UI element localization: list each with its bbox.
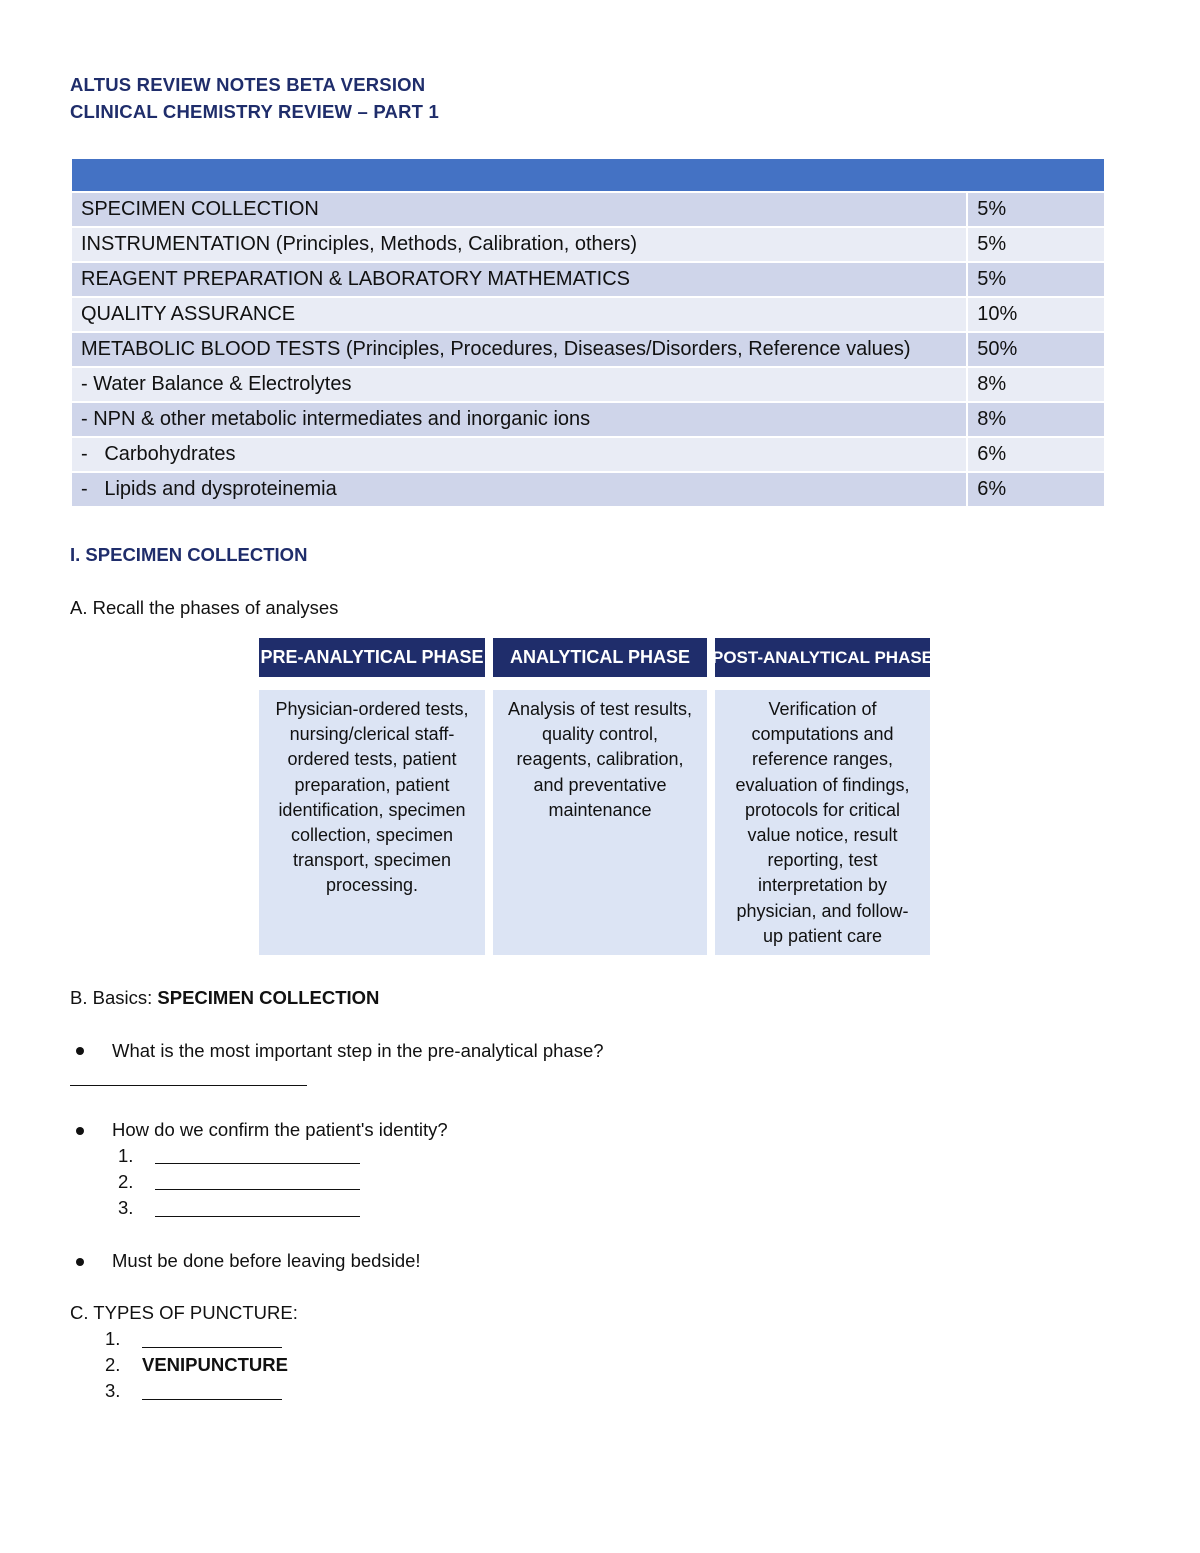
analytical-phase-header: ANALYTICAL PHASE bbox=[493, 638, 707, 677]
list-number: 3. bbox=[105, 1380, 121, 1401]
venipuncture-answer: VENIPUNCTURE bbox=[142, 1354, 288, 1375]
phase-line: reporting, test bbox=[767, 850, 878, 871]
phase-line: computations and bbox=[751, 724, 894, 745]
subsection-a-label: A. Recall the phases of analyses bbox=[70, 597, 339, 618]
phase-line: preparation, patient bbox=[294, 774, 450, 795]
percent-cell: 6% bbox=[968, 438, 1104, 471]
list-number: 3. bbox=[118, 1197, 134, 1218]
answer-blank[interactable] bbox=[142, 1399, 282, 1400]
pre-analytical-phase-description bbox=[259, 690, 485, 955]
phase-line: Verification of bbox=[768, 699, 877, 719]
topic-cell: - Carbohydrates bbox=[72, 438, 966, 471]
post-analytical-phase-header: POST-ANALYTICAL PHASE bbox=[715, 638, 930, 677]
percent-cell: 5% bbox=[968, 228, 1104, 261]
list-number: 2. bbox=[118, 1171, 134, 1192]
phase-line: physician, and follow- bbox=[736, 900, 909, 921]
answer-blank[interactable] bbox=[70, 1085, 307, 1086]
analytical-phase-description bbox=[493, 690, 707, 955]
percent-cell: 5% bbox=[968, 193, 1104, 226]
topic-cell: - Lipids and dysproteinemia bbox=[72, 473, 966, 506]
table-row bbox=[72, 298, 1104, 331]
phase-line: collection, specimen bbox=[290, 825, 454, 846]
bullet-icon bbox=[76, 1258, 84, 1266]
percent-cell: 6% bbox=[968, 473, 1104, 506]
phase-line: identification, specimen bbox=[278, 799, 466, 820]
table-row bbox=[72, 228, 1104, 261]
list-number: 1. bbox=[118, 1145, 134, 1166]
percent-cell: 10% bbox=[968, 298, 1104, 331]
phase-line: reference ranges, bbox=[751, 749, 894, 770]
bullet-icon bbox=[76, 1127, 84, 1135]
table-row bbox=[72, 368, 1104, 401]
answer-blank[interactable] bbox=[142, 1347, 282, 1348]
topic-weights-table bbox=[70, 157, 1106, 508]
list-number: 1. bbox=[105, 1328, 121, 1349]
subsection-c-title: C. TYPES OF PUNCTURE: bbox=[70, 1302, 298, 1323]
topic-cell: METABOLIC BLOOD TESTS (Principles, Procedures, Diseases/Disorders, Reference values) bbox=[72, 333, 966, 366]
answer-blank[interactable] bbox=[155, 1189, 360, 1190]
doc-header-title: ALTUS REVIEW NOTES BETA VERSION bbox=[70, 74, 426, 95]
percent-cell: 8% bbox=[968, 368, 1104, 401]
question-most-important-step: What is the most important step in the pre-analytical phase? bbox=[112, 1040, 604, 1061]
phase-line: processing. bbox=[325, 875, 419, 896]
pre-analytical-phase-header: PRE-ANALYTICAL PHASE bbox=[259, 638, 485, 677]
percent-cell: 8% bbox=[968, 403, 1104, 436]
section-title: I. SPECIMEN COLLECTION bbox=[70, 544, 308, 565]
topic-cell: QUALITY ASSURANCE bbox=[72, 298, 966, 331]
topic-cell: - Water Balance & Electrolytes bbox=[72, 368, 966, 401]
phase-line: ordered tests, patient bbox=[287, 749, 457, 770]
topic-cell: SPECIMEN COLLECTION bbox=[72, 193, 966, 226]
table-row bbox=[72, 263, 1104, 296]
phase-line: up patient care bbox=[762, 925, 883, 946]
phase-line: Analysis of test results, bbox=[507, 699, 693, 719]
phase-line: interpretation by bbox=[757, 875, 888, 896]
phase-line: quality control, bbox=[541, 724, 659, 745]
subsection-b-title: SPECIMEN COLLECTION bbox=[157, 987, 380, 1008]
table-row bbox=[72, 403, 1104, 436]
table-row bbox=[72, 333, 1104, 366]
post-analytical-phase-description bbox=[715, 690, 930, 955]
bedside-note: Must be done before leaving bedside! bbox=[112, 1250, 421, 1271]
table-row bbox=[72, 193, 1104, 226]
phase-line: maintenance bbox=[548, 799, 652, 820]
doc-header-subtitle: CLINICAL CHEMISTRY REVIEW – PART 1 bbox=[70, 101, 439, 122]
phase-line: protocols for critical bbox=[744, 799, 901, 820]
list-number: 2. bbox=[105, 1354, 121, 1375]
phase-line: evaluation of findings, bbox=[735, 774, 910, 795]
phase-line: value notice, result bbox=[747, 825, 898, 846]
table-header-row bbox=[72, 159, 1104, 191]
topic-cell: INSTRUMENTATION (Principles, Methods, Calibration, others) bbox=[72, 228, 966, 261]
table-header-cell bbox=[72, 159, 1104, 191]
phase-line: nursing/clerical staff- bbox=[289, 724, 455, 745]
question-confirm-identity: How do we confirm the patient's identity? bbox=[112, 1119, 448, 1140]
topic-cell: - NPN & other metabolic intermediates and inorganic ions bbox=[72, 403, 966, 436]
percent-cell: 5% bbox=[968, 263, 1104, 296]
table-row bbox=[72, 473, 1104, 506]
subsection-b-prefix: B. Basics: bbox=[70, 987, 158, 1008]
phase-line: Physician-ordered tests, bbox=[275, 699, 469, 719]
phase-line: and preventative bbox=[533, 774, 667, 795]
subsection-b-label bbox=[70, 987, 379, 1009]
topic-cell: REAGENT PREPARATION & LABORATORY MATHEMATICS bbox=[72, 263, 966, 296]
answer-blank[interactable] bbox=[155, 1216, 360, 1217]
phase-line: transport, specimen bbox=[292, 850, 452, 871]
percent-cell: 50% bbox=[968, 333, 1104, 366]
answer-blank[interactable] bbox=[155, 1163, 360, 1164]
table-row bbox=[72, 438, 1104, 471]
bullet-icon bbox=[76, 1047, 84, 1055]
phase-line: reagents, calibration, bbox=[516, 749, 684, 770]
